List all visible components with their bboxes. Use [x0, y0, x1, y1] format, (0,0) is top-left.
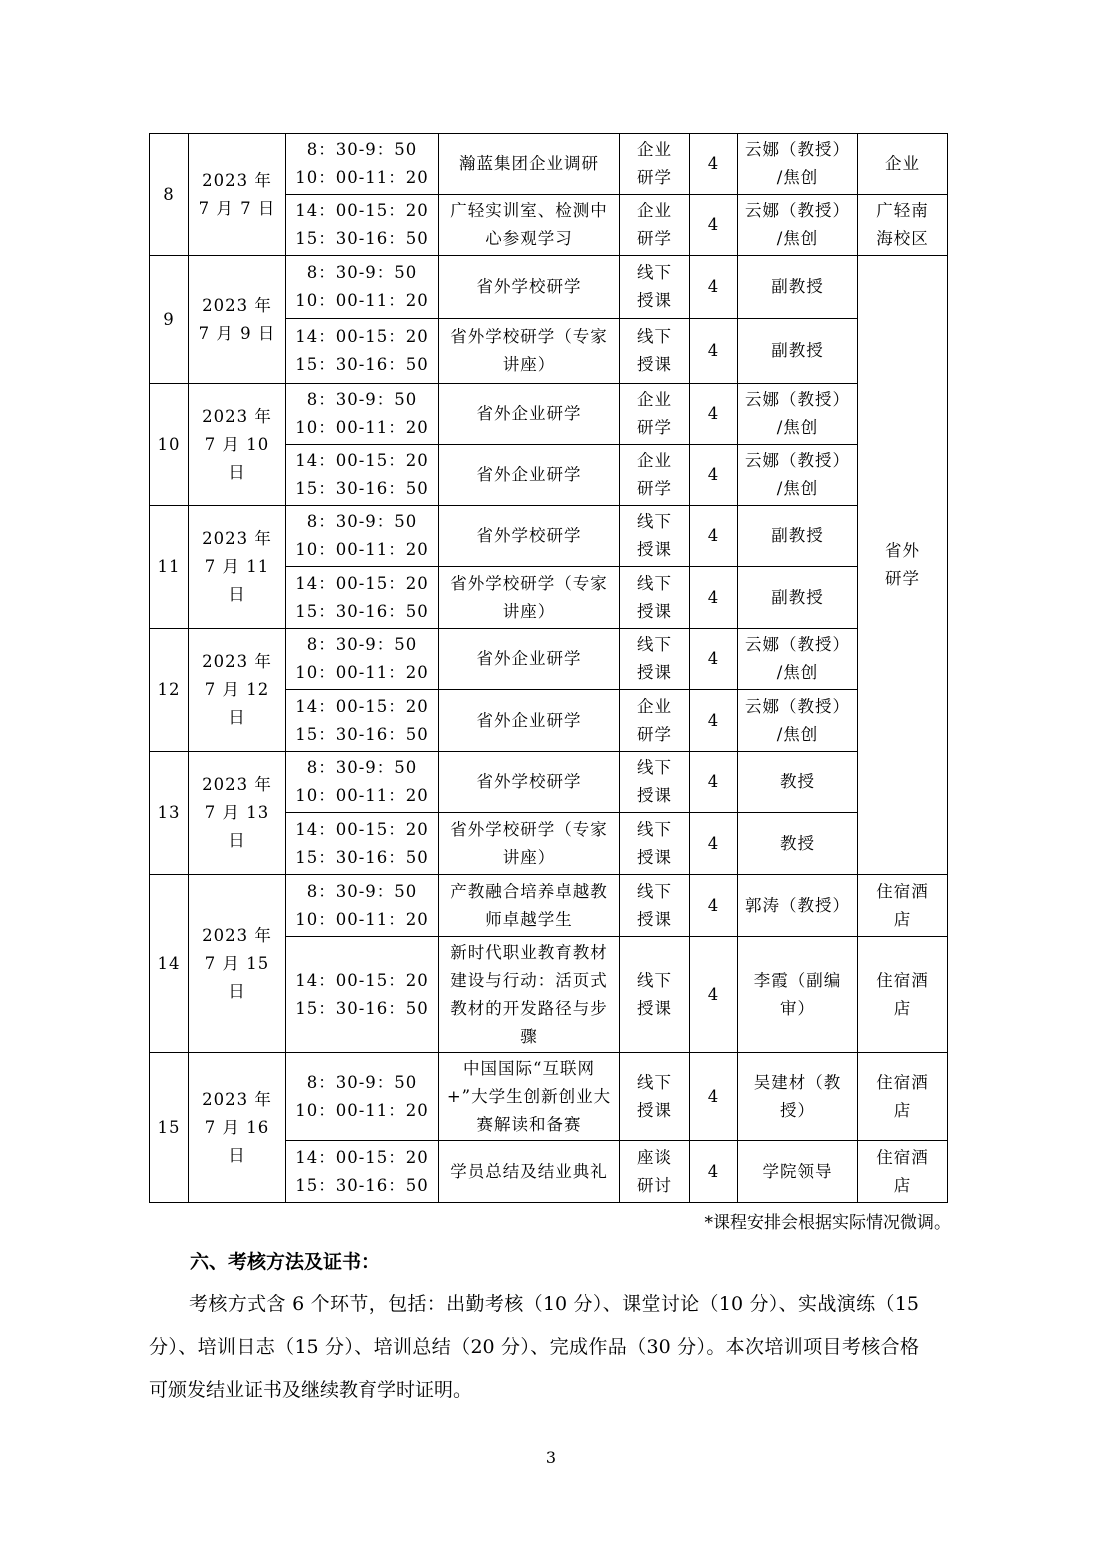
- time-cell: 14：00-15：20 15：30-16：50: [286, 1141, 439, 1203]
- table-row: [150, 384, 948, 445]
- assessment-paragraph: 考核方式含 6 个环节，包括：出勤考核（10 分）、课堂讨论（10 分）、实战演练（15 分）、培训日志（15 分）、培训总结（20 分）、完成作品（30 分）。本次培训项目考核合格可颁发结业证书及继续教育学时证明。: [149, 1293, 919, 1401]
- time-cell: 8：30-9：50 10：00-11：20: [286, 629, 439, 690]
- type-cell: 线下 授课: [620, 813, 690, 875]
- time-cell: 8：30-9：50 10：00-11：20: [286, 384, 439, 445]
- hours-cell: 4: [690, 319, 738, 384]
- teacher-cell: 郭涛（教授）: [738, 875, 858, 937]
- date-cell: 2023 年 7 月 7 日: [189, 134, 286, 256]
- date-cell: 2023 年 7 月 12 日: [189, 629, 286, 752]
- hours-cell: 4: [690, 134, 738, 195]
- hours-cell: 4: [690, 875, 738, 937]
- row-number-cell: 14: [150, 875, 189, 1053]
- content-cell: 省外企业研学: [439, 690, 620, 752]
- row-number-cell: 15: [150, 1053, 189, 1203]
- time-cell: 14：00-15：20 15：30-16：50: [286, 195, 439, 256]
- type-cell: 线下 授课: [620, 937, 690, 1053]
- teacher-cell: 教授: [738, 813, 858, 875]
- type-cell: 线下 授课: [620, 256, 690, 319]
- time-cell: 14：00-15：20 15：30-16：50: [286, 690, 439, 752]
- hours-cell: 4: [690, 937, 738, 1053]
- type-cell: 企业 研学: [620, 195, 690, 256]
- row-number-cell: 13: [150, 752, 189, 875]
- date-cell: 2023 年 7 月 16 日: [189, 1053, 286, 1203]
- teacher-cell: 吴建材（教授）: [738, 1053, 858, 1141]
- time-cell: 14：00-15：20 15：30-16：50: [286, 813, 439, 875]
- type-cell: 线下 授课: [620, 875, 690, 937]
- hours-cell: 4: [690, 690, 738, 752]
- teacher-cell: 教授: [738, 752, 858, 813]
- schedule-note: *课程安排会根据实际情况微调。: [704, 1213, 951, 1233]
- teacher-cell: 副教授: [738, 256, 858, 319]
- type-cell: 座谈 研讨: [620, 1141, 690, 1203]
- content-cell: 省外企业研学: [439, 384, 620, 445]
- teacher-cell: 云娜（教授） /焦创: [738, 384, 858, 445]
- teacher-cell: 云娜（教授） /焦创: [738, 629, 858, 690]
- time-cell: 8：30-9：50 10：00-11：20: [286, 752, 439, 813]
- date-cell: 2023 年 7 月 13 日: [189, 752, 286, 875]
- type-cell: 线下 授课: [620, 567, 690, 629]
- content-cell: 省外学校研学: [439, 506, 620, 567]
- type-cell: 企业 研学: [620, 384, 690, 445]
- type-cell: 企业 研学: [620, 445, 690, 506]
- hours-cell: 4: [690, 384, 738, 445]
- teacher-cell: 云娜（教授） /焦创: [738, 445, 858, 506]
- content-cell: 中国国际“互联网+”大学生创新创业大赛解读和备赛: [439, 1053, 620, 1141]
- content-cell: 省外学校研学: [439, 256, 620, 319]
- hours-cell: 4: [690, 813, 738, 875]
- page-number: 3: [545, 1448, 557, 1467]
- hours-cell: 4: [690, 752, 738, 813]
- place-cell: 住宿酒 店: [858, 875, 948, 937]
- hours-cell: 4: [690, 567, 738, 629]
- place-cell: 广轻南 海校区: [858, 195, 948, 256]
- type-cell: 企业 研学: [620, 134, 690, 195]
- time-cell: 14：00-15：20 15：30-16：50: [286, 937, 439, 1053]
- type-cell: 线下 授课: [620, 506, 690, 567]
- table-row: [150, 1053, 948, 1141]
- row-number-cell: 10: [150, 384, 189, 506]
- table-row: [150, 875, 948, 937]
- teacher-cell: 云娜（教授） /焦创: [738, 195, 858, 256]
- content-cell: 省外企业研学: [439, 629, 620, 690]
- time-cell: 14：00-15：20 15：30-16：50: [286, 445, 439, 506]
- table-row: [150, 134, 948, 195]
- date-cell: 2023 年 7 月 10 日: [189, 384, 286, 506]
- table-row: [150, 506, 948, 567]
- time-cell: 8：30-9：50 10：00-11：20: [286, 256, 439, 319]
- place-cell-merged: 省外 研学: [858, 256, 948, 875]
- table-row: [150, 752, 948, 813]
- hours-cell: 4: [690, 445, 738, 506]
- teacher-cell: 云娜（教授） /焦创: [738, 134, 858, 195]
- type-cell: 线下 授课: [620, 1053, 690, 1141]
- content-cell: 产教融合培养卓越教师卓越学生: [439, 875, 620, 937]
- row-number-cell: 8: [150, 134, 189, 256]
- place-cell: 企业: [858, 134, 948, 195]
- type-cell: 线下 授课: [620, 319, 690, 384]
- hours-cell: 4: [690, 256, 738, 319]
- type-cell: 线下 授课: [620, 629, 690, 690]
- teacher-cell: 学院领导: [738, 1141, 858, 1203]
- time-cell: 14：00-15：20 15：30-16：50: [286, 319, 439, 384]
- teacher-cell: 副教授: [738, 319, 858, 384]
- row-number-cell: 9: [150, 256, 189, 384]
- table-row: [150, 629, 948, 690]
- hours-cell: 4: [690, 629, 738, 690]
- type-cell: 线下 授课: [620, 752, 690, 813]
- time-cell: 8：30-9：50 10：00-11：20: [286, 875, 439, 937]
- time-cell: 8：30-9：50 10：00-11：20: [286, 506, 439, 567]
- row-number-cell: 11: [150, 506, 189, 629]
- hours-cell: 4: [690, 195, 738, 256]
- section-heading: 六、考核方法及证书：: [190, 1251, 381, 1273]
- time-cell: 8：30-9：50 10：00-11：20: [286, 134, 439, 195]
- place-cell: 住宿酒 店: [858, 937, 948, 1053]
- teacher-cell: 副教授: [738, 567, 858, 629]
- content-cell: 学员总结及结业典礼: [439, 1141, 620, 1203]
- row-number-cell: 12: [150, 629, 189, 752]
- course-schedule-table: [149, 133, 948, 1203]
- content-cell: 省外企业研学: [439, 445, 620, 506]
- content-cell: 省外学校研学（专家讲座）: [439, 567, 620, 629]
- content-cell: 省外学校研学: [439, 752, 620, 813]
- hours-cell: 4: [690, 1053, 738, 1141]
- content-cell: 新时代职业教育教材建设与行动：活页式教材的开发路径与步骤: [439, 937, 620, 1053]
- place-cell: 住宿酒 店: [858, 1053, 948, 1141]
- date-cell: 2023 年 7 月 9 日: [189, 256, 286, 384]
- hours-cell: 4: [690, 506, 738, 567]
- teacher-cell: 云娜（教授） /焦创: [738, 690, 858, 752]
- hours-cell: 4: [690, 1141, 738, 1203]
- date-cell: 2023 年 7 月 15 日: [189, 875, 286, 1053]
- content-cell: 瀚蓝集团企业调研: [439, 134, 620, 195]
- time-cell: 14：00-15：20 15：30-16：50: [286, 567, 439, 629]
- teacher-cell: 李霞（副编审）: [738, 937, 858, 1053]
- content-cell: 省外学校研学（专家讲座）: [439, 813, 620, 875]
- content-cell: 省外学校研学（专家讲座）: [439, 319, 620, 384]
- place-cell: 住宿酒 店: [858, 1141, 948, 1203]
- schedule-body: [150, 134, 948, 1203]
- time-cell: 8：30-9：50 10：00-11：20: [286, 1053, 439, 1141]
- teacher-cell: 副教授: [738, 506, 858, 567]
- type-cell: 企业 研学: [620, 690, 690, 752]
- table-row: [150, 256, 948, 319]
- date-cell: 2023 年 7 月 11 日: [189, 506, 286, 629]
- content-cell: 广轻实训室、检测中心参观学习: [439, 195, 620, 256]
